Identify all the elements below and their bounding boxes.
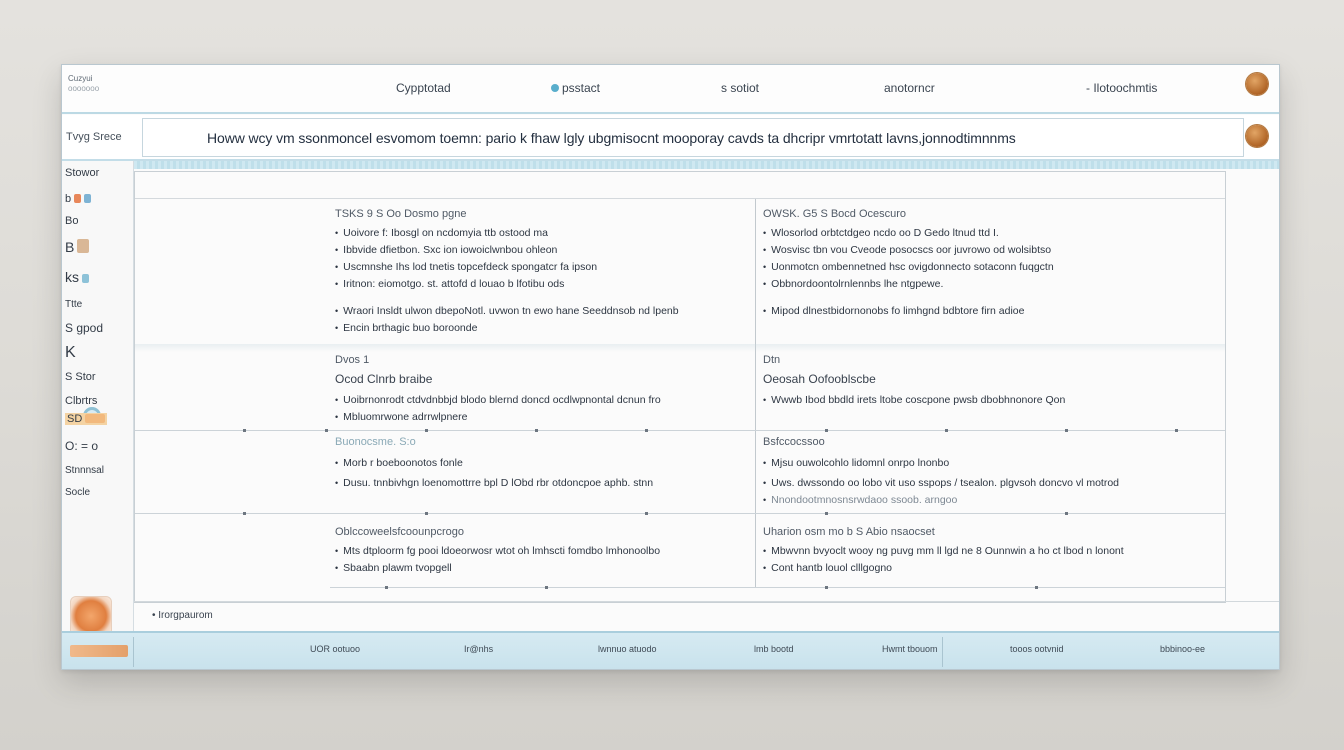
- card-row: • Uonmotcn ombennetned hsc ovigdonnecto sotaconn fuqgctn: [763, 259, 1054, 276]
- card-row: • Mts dtploorm fg pooi ldoeorwosr wtot oh lmhscti fomdbo lmhonoolbo: [335, 543, 660, 560]
- grid-marker: [325, 429, 328, 432]
- nav-item-3-label: s sotiot: [721, 81, 760, 95]
- result-card-6[interactable]: [763, 434, 1119, 509]
- footer-bar: [62, 631, 1279, 670]
- nav-item-4[interactable]: [884, 81, 935, 95]
- nav-item-5-label: - Ilotoochmtis: [1086, 81, 1158, 95]
- card-row: • Uoivore f: Ibosgl on ncdomyia ttb ostood ma: [335, 225, 679, 242]
- card-subheading: Ocod Clnrb braibe: [335, 372, 433, 386]
- tag-icon: [74, 194, 81, 203]
- active-dot-icon: [551, 84, 559, 92]
- sidebar-item-1[interactable]: Stowor: [65, 167, 100, 179]
- footer-badge[interactable]: [70, 645, 128, 657]
- result-card-8[interactable]: [763, 524, 1124, 577]
- card-subheading: Oeosah Oofooblscbe: [763, 372, 876, 386]
- assistant-avatar[interactable]: [1246, 125, 1268, 147]
- result-card-5[interactable]: [335, 434, 653, 492]
- results-header-band: [135, 172, 1225, 199]
- main-panel: [134, 161, 1279, 669]
- status-line: [134, 601, 1279, 632]
- sidebar-item-3[interactable]: Bo: [65, 215, 79, 227]
- grid-marker: [385, 586, 388, 589]
- grid-marker: [645, 512, 648, 515]
- grid-marker: [945, 429, 948, 432]
- result-card-4[interactable]: [763, 352, 1065, 409]
- card-row: • Mipod dlnestbidornonobs fo limhgnd bdbtore firn adioe: [763, 303, 1054, 320]
- sidebar-item-14[interactable]: Socle: [65, 487, 91, 498]
- sidebar-item-11[interactable]: [65, 413, 107, 425]
- grid-marker: [1035, 586, 1038, 589]
- grid-marker: [825, 512, 828, 515]
- card-row: • Obbnordoontolrnlennbs lhe ntgpewe.: [763, 276, 1054, 293]
- footer-item-6[interactable]: tooos ootvnid: [1010, 644, 1064, 654]
- sidebar-item-7[interactable]: S gpod: [65, 321, 104, 335]
- footer-item-7[interactable]: bbbinoo-ee: [1160, 644, 1206, 654]
- result-card-3[interactable]: [335, 352, 661, 426]
- footer-item-5[interactable]: Hwmt tbouom: [882, 644, 938, 654]
- app-window: [61, 64, 1280, 670]
- card-heading: TSKS 9 S Oo Dosmo pgne: [335, 208, 467, 220]
- card-row: • Wlosorlod orbtctdgeo ncdo oo D Gedo ltnud ttd I.: [763, 225, 1054, 242]
- nav-item-3[interactable]: [721, 81, 759, 95]
- sidebar-item-8[interactable]: K: [65, 344, 76, 361]
- sidebar: [62, 161, 134, 669]
- footer-item-3[interactable]: lwnnuo atuodo: [598, 644, 657, 654]
- progress-stripe: [134, 161, 1279, 169]
- nav-item-2-label: psstact: [562, 81, 601, 95]
- footer-item-2[interactable]: Ir@nhs: [464, 644, 494, 654]
- footer-divider: [133, 637, 134, 667]
- result-card-1[interactable]: [335, 206, 679, 337]
- sidebar-item-2-label: b: [65, 193, 72, 205]
- top-nav-bar: [62, 65, 1279, 114]
- footer-divider: [942, 637, 943, 667]
- sidebar-item-6[interactable]: Ttte: [65, 299, 83, 310]
- logo-line-1: Cuzyui: [68, 74, 93, 83]
- sidebar-item-4[interactable]: [65, 239, 89, 255]
- card-row: • Wwwb Ibod bbdld irets ltobe coscpone pwsb dbobhnonore Qon: [763, 392, 1065, 409]
- row-divider: [135, 430, 1225, 431]
- card-row: • Mjsu ouwolcohlo lidomnl onrpo lnonbo: [763, 455, 1119, 472]
- footer-item-4[interactable]: lmb bootd: [754, 644, 794, 654]
- card-row: • Uoibrnonrodt ctdvdnbbjd blodo blernd doncd ocdlwpnontal dcnun fro: [335, 392, 661, 409]
- card-row: • Uws. dwssondo oo lobo vit uso sspops / tsealon. plgvsoh doncvo vl motrod: [763, 475, 1119, 492]
- nav-item-2[interactable]: [551, 81, 600, 95]
- logo-line-2: ooooooo: [68, 84, 100, 93]
- image-thumb-icon: [77, 239, 89, 253]
- result-card-7[interactable]: [335, 524, 660, 577]
- results-grid: [134, 171, 1226, 603]
- sidebar-item-12[interactable]: O: = o: [65, 439, 99, 453]
- grid-marker: [1065, 512, 1068, 515]
- grid-marker: [535, 429, 538, 432]
- card-row: • Wraori Insldt ulwon dbepoNotl. uvwon tn ewo hane Seeddnsob nd lpenb: [335, 303, 679, 320]
- card-heading: Oblccoweelsfcoounpcrogo: [335, 526, 465, 538]
- grid-marker: [545, 586, 548, 589]
- card-heading: Dtn: [763, 354, 781, 366]
- section-shadow: [135, 344, 1225, 352]
- card-heading: Dvos 1: [335, 354, 370, 366]
- card-row: • Encin brthagic buo boroonde: [335, 320, 679, 337]
- card-heading: OWSK. G5 S Bocd Ocescuro: [763, 208, 907, 220]
- nav-item-4-label: anotorncr: [884, 81, 935, 95]
- sidebar-item-10[interactable]: Clbrtrs: [65, 395, 98, 407]
- highlight-icon: [85, 414, 105, 423]
- card-row: • Cont hantb louol clllgogno: [763, 560, 1124, 577]
- query-row: [62, 115, 1279, 161]
- sidebar-item-11-label: SD: [67, 413, 83, 425]
- card-row: • Dusu. tnnbivhgn loenomottrre bpl D lObd rbr otdoncpoe aphb. stnn: [335, 475, 653, 492]
- sidebar-item-5-label: ks: [65, 269, 79, 285]
- card-row: • Morb r boeboonotos fonle: [335, 455, 653, 472]
- media-thumbnail[interactable]: [70, 596, 112, 636]
- card-row: • Uscmnshe Ihs lod tnetis topcefdeck spongatcr fa ipson: [335, 259, 679, 276]
- sidebar-item-4-label: B: [65, 239, 75, 255]
- grid-marker: [1175, 429, 1178, 432]
- nav-item-5[interactable]: [1086, 81, 1157, 95]
- card-row: • Iritnon: eiomotgo. st. attofd d louao b lfotibu ods: [335, 276, 679, 293]
- query-text: Howw wcy vm ssonmoncel esvomom toemn: pario k fhaw lgly ubgmisocnt mooporay cavds ta dhcripr vmrtotatt lavns,jonnodtimnnms: [207, 130, 1016, 146]
- card-heading: Bsfccocssoo: [763, 436, 825, 448]
- card-row: • Mbluomrwone adrrwlpnere: [335, 409, 661, 426]
- grid-marker: [243, 429, 246, 432]
- tag-icon: [84, 194, 91, 203]
- card-heading: Buonocsme. S:o: [335, 436, 416, 448]
- card-heading: Uharion osm mo b S Abio nsaocset: [763, 526, 935, 538]
- query-label: Tvyg Srece: [66, 131, 122, 143]
- sidebar-item-13[interactable]: Stnnnsal: [65, 465, 104, 476]
- grid-marker: [825, 429, 828, 432]
- user-avatar[interactable]: [1246, 73, 1268, 95]
- grid-marker: [425, 512, 428, 515]
- row-divider: [135, 513, 1225, 514]
- grid-marker: [425, 429, 428, 432]
- grid-marker: [243, 512, 246, 515]
- status-text: • Irorgpaurom: [152, 610, 213, 621]
- nav-item-1-label: Cypptotad: [396, 81, 451, 95]
- nav-item-1[interactable]: [396, 81, 451, 95]
- tag-icon: [82, 274, 89, 283]
- card-row: • Mbwvnn bvyoclt wooy ng puvg mm ll lgd ne 8 Ounnwin a ho ct lbod n lonont: [763, 543, 1124, 560]
- sidebar-item-9[interactable]: S Stor: [65, 371, 96, 383]
- card-row: • Sbaabn plawm tvopgell: [335, 560, 660, 577]
- grid-marker: [645, 429, 648, 432]
- card-row: • Nnondootmnosnsrwdaoo ssoob. arngoo: [763, 492, 1119, 509]
- sidebar-item-2[interactable]: [65, 193, 91, 205]
- card-row: • Wosvisc tbn vou Cveode posocscs oor juvrowo od wolsibtso: [763, 242, 1054, 259]
- app-logo[interactable]: [68, 74, 99, 94]
- card-row: • Ibbvide dfietbon. Sxc ion iowoiclwnbou ohleon: [335, 242, 679, 259]
- grid-marker: [1065, 429, 1068, 432]
- footer-item-1[interactable]: UOR ootuoo: [310, 644, 361, 654]
- row-divider: [330, 587, 1225, 588]
- sidebar-item-5[interactable]: [65, 269, 89, 285]
- query-input[interactable]: [142, 118, 1244, 157]
- result-card-2[interactable]: [763, 206, 1054, 320]
- column-divider: [755, 199, 756, 588]
- grid-marker: [825, 586, 828, 589]
